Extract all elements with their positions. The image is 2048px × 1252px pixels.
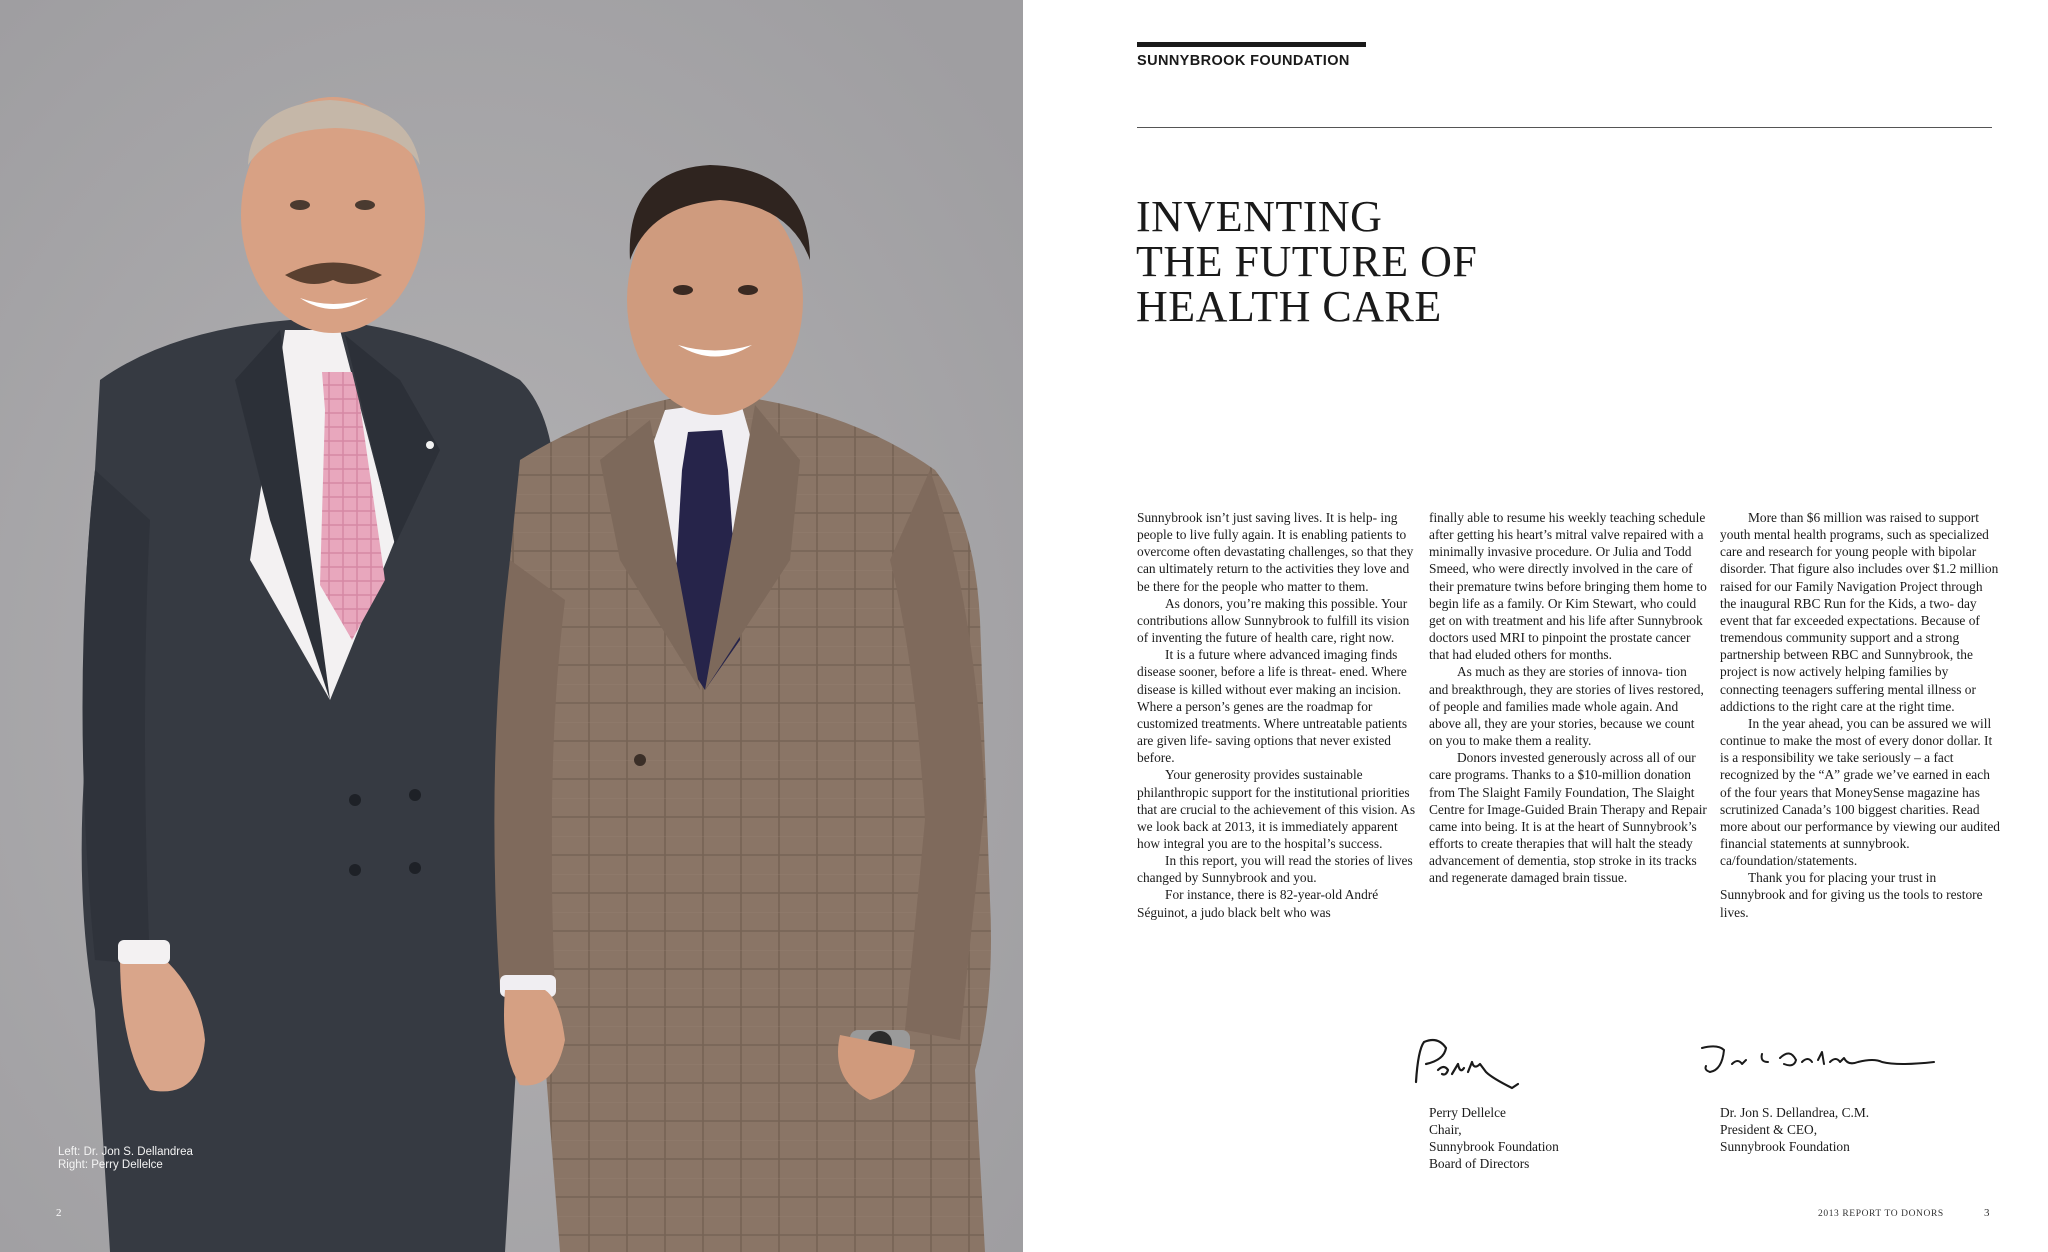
signatory-title: President & CEO,	[1720, 1122, 1818, 1138]
divider-rule	[1137, 127, 1992, 128]
section-label: SUNNYBROOK FOUNDATION	[1137, 53, 1350, 69]
portrait-photo	[0, 0, 1023, 1252]
caption-line-left: Left: Dr. Jon S. Dellandrea	[58, 1146, 193, 1158]
signatory-block-chair	[1429, 1104, 1559, 1173]
paragraph: In this report, you will read the stories of lives changed by Sunnybrook and you.	[1137, 853, 1413, 886]
signatory-org: Sunnybrook Foundation	[1720, 1139, 1850, 1155]
signatory-board: Board of Directors	[1429, 1156, 1530, 1172]
signatory-title: Chair,	[1429, 1122, 1462, 1138]
body-column-1	[1137, 509, 1417, 921]
page-title: INVENTING THE FUTURE OF HEALTH CARE	[1136, 192, 1478, 332]
signatory-org: Sunnybrook Foundation	[1429, 1139, 1559, 1155]
paragraph: Sunnybrook isn’t just saving lives. It is help- ing people to live fully again. It is enabling patients to overcome often devastating challenges, so that they can ultimately return to the activities they love and be there for the people who matter to them.	[1137, 510, 1414, 594]
paragraph: For instance, there is 82-year-old André Séguinot, a judo black belt who was	[1137, 887, 1379, 920]
paragraph: In the year ahead, you can be assured we will continue to make the most of every donor dollar. It is a responsibility we take seriously – a fact recognized by the “A” grade we’ve earned in each of the four years that MoneySense magazine has scrutinized Canada’s 100 biggest charities. Read more about our performance by viewing our audited financial statements at sunnybrook. ca/foundation/statements.	[1720, 715, 2000, 869]
signatory-name: Dr. Jon S. Dellandrea, C.M.	[1720, 1105, 1870, 1120]
photo-caption	[58, 1146, 193, 1172]
paragraph: More than $6 million was raised to support youth mental health programs, such as specialized care and research for young people with bipolar disorder. That figure also includes over $1.2 million raised for our Family Navigation Project through the inaugural RBC Run for the Kids, a two- day event that far exceeded expectations. Because of tremendous community support and a strong partnership between RBC and Sunnybrook, the project is now actively helping families by connecting teenagers suffering mental illness or addictions to the right care at the right time.	[1720, 510, 1999, 714]
signature-dellandrea-image	[1698, 1040, 1938, 1090]
body-column-2	[1429, 509, 1709, 886]
paragraph: As much as they are stories of innova- tion and breakthrough, they are stories of lives restored, of people and families made whole again. And above all, they are your stories, because we count on you to make them a reality.	[1429, 664, 1704, 749]
caption-line-right: Right: Perry Dellelce	[58, 1159, 163, 1171]
paragraph: It is a future where advanced imaging finds disease sooner, before a life is threat- ened. Where disease is killed without ever making an incision. Where a person’s genes are the roadmap for customized treatments. Where untreatable patients are given life- saving options that never existed before.	[1137, 647, 1408, 766]
page-number-left: 2	[56, 1207, 62, 1219]
signature-perry-image	[1408, 1030, 1528, 1100]
paragraph: Donors invested generously across all of our care programs. Thanks to a $10-million donation from The Slaight Family Foundation, The Slaight Centre for Image-Guided Brain Therapy and Repair came into being. It is at the heart of Sunnybrook’s efforts to create therapies that will halt the steady advancement of dementia, stop stroke in its tracks and regenerate damaged brain tissue.	[1429, 750, 1707, 886]
signatory-name: Perry Dellelce	[1429, 1105, 1506, 1120]
paragraph: finally able to resume his weekly teaching schedule after getting his heart’s mitral valve repaired with a minimally invasive procedure. Or Julia and Todd Smeed, who were directly involved in the care of their premature twins before bringing them home to begin life as a family. Or Kim Stewart, who could get on with treatment and his life after Sunnybrook doctors used MRI to pinpoint the prostate cancer that had eluded others for months.	[1429, 510, 1707, 663]
portrait-illustration	[0, 0, 1023, 1252]
report-footer: 2013 REPORT TO DONORS	[1818, 1209, 1944, 1219]
top-accent-bar	[1137, 42, 1366, 47]
paragraph: As donors, you’re making this possible. Your contributions allow Sunnybrook to fulfill its vision of inventing the future of health care, right now.	[1137, 595, 1410, 646]
body-column-3	[1720, 509, 2000, 921]
page-number-right: 3	[1984, 1207, 1990, 1219]
paragraph: Thank you for placing your trust in Sunnybrook and for giving us the tools to restore lives.	[1720, 870, 1983, 920]
signatory-block-ceo	[1720, 1104, 1869, 1155]
paragraph: Your generosity provides sustainable philanthropic support for the institutional priorities that are crucial to the achievement of this vision. As we look back at 2013, it is immediately apparent how integral you are to the hospital’s success.	[1137, 767, 1416, 851]
